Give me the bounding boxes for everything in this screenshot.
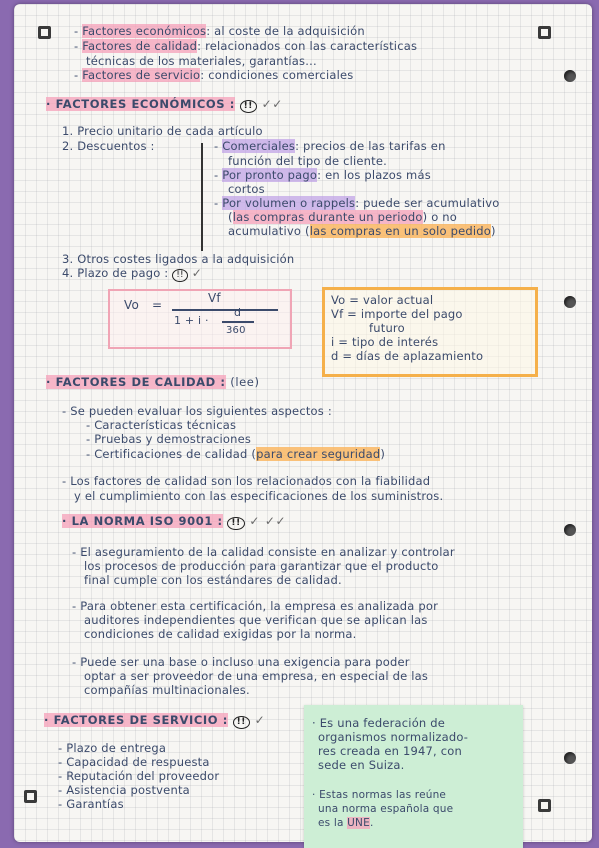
check-icon: ✓ <box>254 713 266 727</box>
service-item: - Capacidad de respuesta <box>58 755 210 769</box>
formula-equals: = <box>152 298 163 312</box>
formula-inner-numerator: d <box>234 306 242 319</box>
formula-box <box>108 289 292 349</box>
binder-hole-icon <box>564 296 576 308</box>
iso-bullet-line: - El aseguramiento de la calidad consiste en analizar y controlar <box>72 545 455 559</box>
service-item: - Asistencia postventa <box>58 783 190 797</box>
check-icon: ✓ ✓✓ <box>249 514 287 528</box>
section-heading-quality: · FACTORES DE CALIDAD : (lee) <box>46 375 260 389</box>
definition-line: Vo = valor actual <box>331 293 434 307</box>
sticky-line: · Es una federación de <box>312 716 446 730</box>
formula-denominator: 1 + i · <box>174 314 209 327</box>
section-heading-economic: · FACTORES ECONÓMICOS : !! ✓✓ <box>46 97 283 111</box>
formula-numerator: Vf <box>208 291 221 305</box>
intro-line: - Factores de servicio: condiciones comerciales <box>74 68 354 82</box>
econ-item: 1. Precio unitario de cada artículo <box>62 124 263 138</box>
formula-lhs: Vo <box>124 298 140 312</box>
discount-line: - Comerciales: precios de las tarifas en <box>214 139 446 153</box>
intro-line: - Factores económicos: al coste de la adquisición <box>74 24 365 38</box>
discount-line: - Por volumen o rappels: puede ser acumulativo <box>214 196 500 210</box>
quality-paragraph: y el cumplimiento con las especificaciones de los suministros. <box>74 489 444 503</box>
definition-line: futuro <box>369 321 405 335</box>
formula-inner-denominator: 360 <box>226 325 246 336</box>
sticky-line: · Estas normas las reúne <box>312 789 447 801</box>
binder-hole-icon <box>564 524 576 536</box>
quality-subitem: - Características técnicas <box>86 418 237 432</box>
binder-hole-icon <box>564 752 576 764</box>
definition-line: Vf = importe del pago <box>331 307 463 321</box>
iso-bullet-line: los procesos de producción para garantizar que el producto <box>84 559 439 573</box>
iso-bullet-line: - Puede ser una base o incluso una exigencia para poder <box>72 655 410 669</box>
binder-hole-icon <box>564 70 576 82</box>
sticky-line: res creada en 1947, con <box>318 744 462 758</box>
iso-bullet-line: optar a ser proveedor de una empresa, en especial de las <box>84 669 429 683</box>
sticky-line: una norma española que <box>318 803 454 815</box>
important-icon: !! <box>172 269 188 282</box>
important-icon: !! <box>227 517 244 530</box>
iso-bullet-line: compañías multinacionales. <box>84 683 250 697</box>
quality-paragraph: - Los factores de calidad son los relacionados con la fiabilidad <box>62 474 431 488</box>
sticky-note <box>304 705 523 848</box>
definition-line: d = días de aplazamiento <box>331 349 484 363</box>
iso-bullet-line: final cumple con los estándares de calidad. <box>84 573 342 587</box>
check-icon: ✓ <box>191 266 202 280</box>
corner-mark-icon <box>538 26 551 39</box>
important-icon: !! <box>233 716 250 729</box>
discount-line: - Por pronto pago: en los plazos más <box>214 168 431 182</box>
quality-line: - Se pueden evaluar los siguientes aspectos : <box>62 404 332 418</box>
section-heading-iso: · LA NORMA ISO 9001 : !! ✓ ✓✓ <box>62 514 287 528</box>
service-item: - Garantías <box>58 797 124 811</box>
quality-subitem: - Certificaciones de calidad (para crear seguridad) <box>86 447 386 461</box>
important-icon: !! <box>240 100 257 113</box>
brace <box>201 143 203 251</box>
econ-item: 4. Plazo de pago : !! ✓ <box>62 266 202 280</box>
fraction-bar <box>172 309 278 311</box>
service-item: - Reputación del proveedor <box>58 769 220 783</box>
corner-mark-icon <box>38 26 51 39</box>
iso-bullet-line: - Para obtener esta certificación, la empresa es analizada por <box>72 599 439 613</box>
corner-mark-icon <box>538 799 551 812</box>
quality-subitem: - Pruebas y demostraciones <box>86 432 252 446</box>
discount-line: función del tipo de cliente. <box>228 154 387 168</box>
intro-line: técnicas de los materiales, garantías... <box>86 54 317 68</box>
definition-line: i = tipo de interés <box>331 335 439 349</box>
discount-line: cortos <box>228 182 265 196</box>
discount-line: acumulativo (las compras en un solo pedido) <box>228 224 496 238</box>
definitions-box <box>322 287 538 377</box>
econ-item: 3. Otros costes ligados a la adquisición <box>62 252 295 266</box>
corner-mark-icon <box>24 790 37 803</box>
iso-bullet-line: condiciones de calidad exigidas por la norma. <box>84 627 357 641</box>
sticky-line: sede en Suiza. <box>318 758 405 772</box>
intro-line: - Factores de calidad: relacionados con las características <box>74 39 418 53</box>
fraction-bar <box>222 321 254 323</box>
sticky-line: organismos normalizado- <box>318 730 469 744</box>
iso-bullet-line: auditores independientes que verifican que se aplican las <box>84 613 428 627</box>
check-icon: ✓✓ <box>261 97 283 111</box>
section-heading-service: · FACTORES DE SERVICIO : !! ✓ <box>44 713 266 727</box>
service-item: - Plazo de entrega <box>58 741 167 755</box>
econ-item: 2. Descuentos : <box>62 139 155 153</box>
sticky-line: es la UNE. <box>318 817 374 829</box>
discount-line: (las compras durante un periodo) o no <box>228 210 458 224</box>
